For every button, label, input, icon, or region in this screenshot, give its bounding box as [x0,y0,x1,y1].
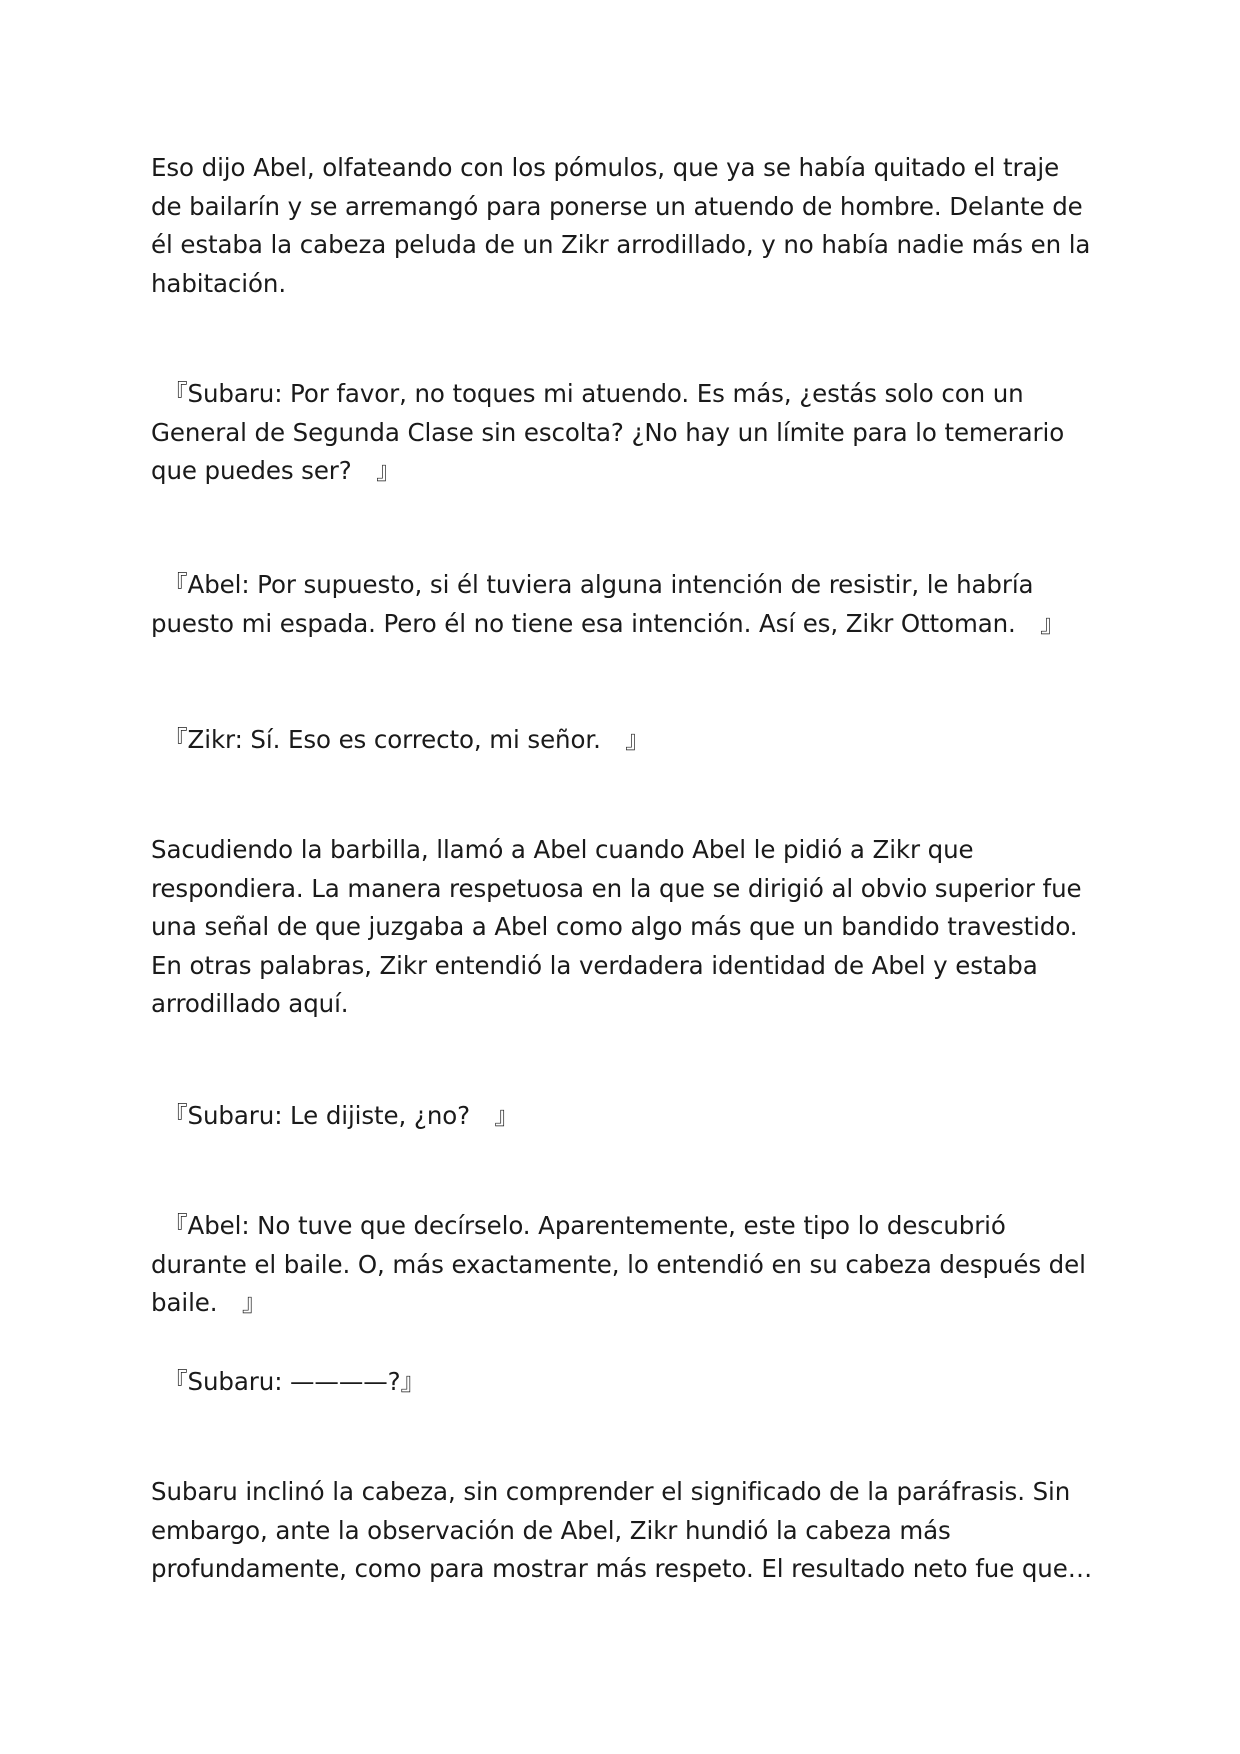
paragraph-dialogue-abel-1: 『Abel: Por supuesto, si él tuviera alguna intención de resistir, le habría puesto mi espada. Pero él no tiene esa intención. Así es, Zikr Ottoman. 』 [151,570,1065,638]
paragraph-narration-1: Eso dijo Abel, olfateando con los pómulos, que ya se había quitado el traje de bailarín y se arremangó para ponerse un atuendo de hombre. Delante de él estaba la cabeza peluda de un Zikr arrodillado, y no había nadie más en la habitación. [151,153,1091,298]
paragraph-dialogue-subaru-3: 『Subaru: ————?』 [151,1367,425,1396]
paragraph-dialogue-abel-2: 『Abel: No tuve que decírselo. Aparentemente, este tipo lo descubrió durante el baile. O, más exactamente, lo entendió en su cabeza después del baile. 』 [151,1211,1086,1317]
paragraph-dialogue-zikr-1: 『Zikr: Sí. Eso es correcto, mi señor. 』 [151,725,650,754]
paragraph-dialogue-subaru-1: 『Subaru: Por favor, no toques mi atuendo. Es más, ¿estás solo con un General de Segunda Clase sin escolta? ¿No hay un límite para lo temerario que puedes ser? 』 [151,379,1065,485]
paragraph-narration-3: Subaru inclinó la cabeza, sin comprender el significado de la paráfrasis. Sin embargo, ante la observación de Abel, Zikr hundió la cabeza más profundamente, como para mostrar más respeto. El resultado neto fue que… [151,1477,1093,1583]
paragraph-narration-2: Sacudiendo la barbilla, llamó a Abel cuando Abel le pidió a Zikr que respondiera. La manera respetuosa en la que se dirigió al obvio superior fue una señal de que juzgaba a Abel como algo más que un bandido travestido. En otras palabras, Zikr entendió la verdadera identidad de Abel y estaba arrodillado aquí. [151,835,1082,1018]
paragraph-dialogue-subaru-2: 『Subaru: Le dijiste, ¿no? 』 [151,1101,519,1130]
